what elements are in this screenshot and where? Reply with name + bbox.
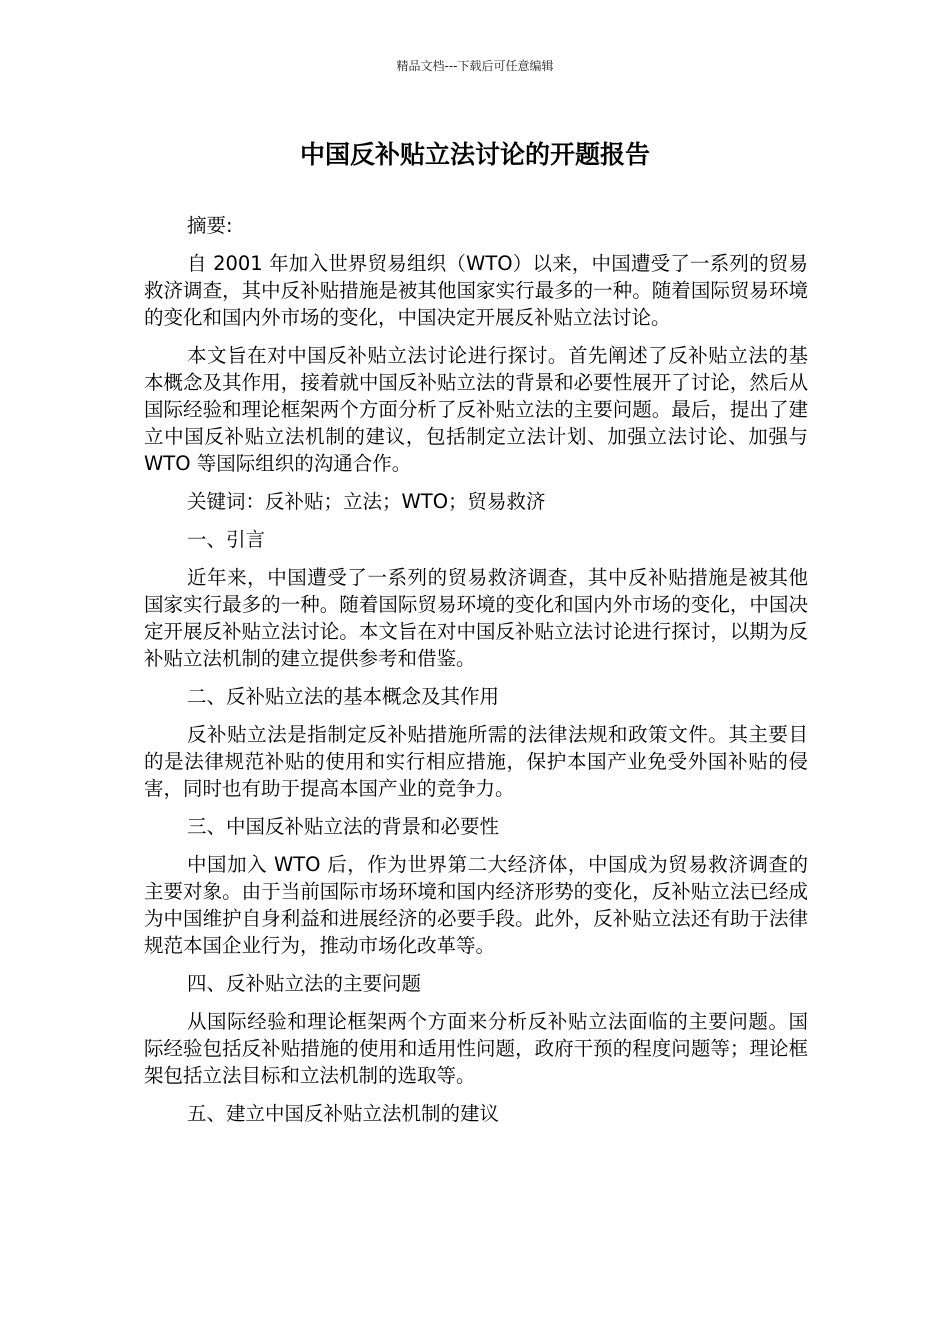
document-body bbox=[144, 212, 808, 1138]
section-text-concept: 反补贴立法是指制定反补贴措施所需的法律法规和政策文件。其主要目的是法律规范补贴的使用和实行相应措施，保护本国产业免受外国补贴的侵害，同时也有助于提高本国产业的竞争力。 bbox=[144, 723, 808, 800]
section-text-main-issues: 从国际经验和理论框架两个方面来分析反补贴立法面临的主要问题。国际经验包括反补贴措施的使用和适用性问题，政府干预的程度问题等；理论框架包括立法目标和立法机制的选取等。 bbox=[144, 1010, 808, 1087]
section-heading-concept: 二、反补贴立法的基本概念及其作用 bbox=[187, 685, 500, 708]
abstract-paragraph-1: 自 2001 年加入世界贸易组织（WTO）以来，中国遭受了一系列的贸易救济调查，其中反补贴措施是被其他国家实行最多的一种。随着国际贸易环境的变化和国内外市场的变化，中国决定开展反补贴立法讨论。 bbox=[144, 252, 808, 329]
section-heading-recommendations: 五、建立中国反补贴立法机制的建议 bbox=[187, 1102, 500, 1125]
abstract-label: 摘要: bbox=[187, 214, 233, 237]
page-header-note: 精品文档---下载后可任意编辑 bbox=[396, 59, 554, 73]
document-title: 中国反补贴立法讨论的开题报告 bbox=[299, 140, 650, 169]
section-heading-main-issues: 四、反补贴立法的主要问题 bbox=[187, 972, 422, 995]
keywords-line: 关键词：反补贴；立法；WTO；贸易救济 bbox=[187, 490, 546, 513]
section-text-introduction: 近年来，中国遭受了一系列的贸易救济调查，其中反补贴措施是被其他国家实行最多的一种。随着国际贸易环境的变化和国内外市场的变化，中国决定开展反补贴立法讨论。本文旨在对中国反补贴立法讨论进行探讨，以期为反补贴立法机制的建立提供参考和借鉴。 bbox=[144, 566, 808, 670]
section-heading-introduction: 一、引言 bbox=[187, 528, 266, 551]
section-text-background: 中国加入 WTO 后，作为世界第二大经济体，中国成为贸易救济调查的主要对象。由于当前国际市场环境和国内经济形势的变化，反补贴立法已经成为中国维护自身利益和进展经济的必要手段。此外，反补贴立法还有助于法律规范本国企业行为，推动市场化改革等。 bbox=[144, 853, 808, 957]
section-heading-background: 三、中国反补贴立法的背景和必要性 bbox=[187, 815, 500, 838]
abstract-paragraph-2: 本文旨在对中国反补贴立法讨论进行探讨。首先阐述了反补贴立法的基本概念及其作用，接着就中国反补贴立法的背景和必要性展开了讨论，然后从国际经验和理论框架两个方面分析了反补贴立法的主要问题。最后，提出了建立中国反补贴立法机制的建议，包括制定立法计划、加强立法讨论、加强与 WTO 等国际组织的沟通合作。 bbox=[144, 344, 808, 475]
